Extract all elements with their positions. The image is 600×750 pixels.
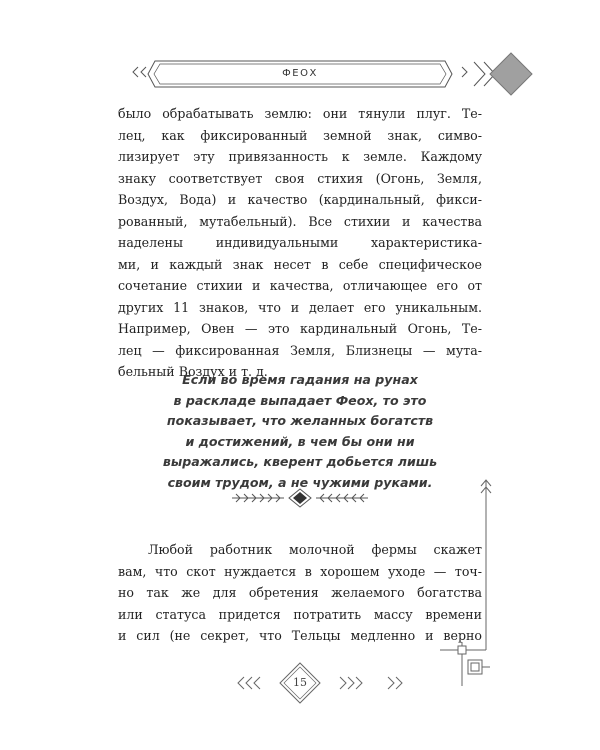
text-line: Например, Овен — это кардинальный Огонь, Те- — [118, 321, 482, 336]
text-line: вам, что скот нуждается в хорошем уходе — точ- — [118, 563, 482, 579]
text-line: и сил (не секрет, что Тельцы медленно и верно — [118, 628, 482, 643]
text-line: знаку соответствует своя стихия (Огонь, Земля, — [118, 170, 482, 186]
divider-diamond-icon — [293, 492, 307, 504]
text-line: но так же для обретения желаемого богатства — [118, 585, 482, 600]
header-diamond-icon — [490, 53, 532, 95]
text-line: рованный, мутабельный). Все стихии и качества — [118, 213, 482, 229]
text-line: лизирует эту привязанность к земле. Каждому — [118, 149, 482, 164]
paragraph-1 — [118, 103, 482, 383]
quote-line: и достижений, в чем бы они ни — [185, 433, 415, 449]
header-left-chevrons-icon — [133, 67, 146, 77]
quote-line: в раскладе выпадает Феох, то это — [173, 392, 427, 408]
text-line: других 11 знаков, что и делает его уникальным. — [118, 299, 482, 315]
quote-line: выражались, кверент добьется лишь — [162, 454, 438, 470]
page-number: 15 — [293, 676, 307, 689]
quote-line: показывает, что желанных богатств — [166, 413, 434, 429]
text-line: Воздух, Вода) и качество (кардинальный, фикси- — [118, 192, 482, 207]
quote-line: Если во время гадания на рунах — [182, 372, 418, 387]
text-line: или статуса придется потратить массу времени — [118, 606, 482, 622]
running-header-title: ФЕОХ — [282, 68, 318, 79]
text-line: было обрабатывать землю: они тянули плуг. Те- — [118, 106, 482, 121]
text-line: лец — фиксированная Земля, Близнецы — мута- — [118, 342, 482, 358]
text-line: Любой работник молочной фермы скажет — [148, 542, 482, 557]
quote-line: своим трудом, а не чужими руками. — [167, 474, 433, 490]
text-line: сочетание стихии и качества, отличающее его от — [118, 278, 482, 293]
paragraph-2 — [118, 539, 482, 647]
text-line: бельный Воздух и т. д. — [118, 364, 268, 379]
text-line: лец, как фиксированный земной знак, симво- — [118, 127, 482, 143]
text-line: наделены индивидуальными характеристика- — [118, 235, 482, 250]
pull-quote — [150, 370, 450, 494]
text-line: ми, и каждый знак несет в себе специфическое — [118, 256, 482, 272]
